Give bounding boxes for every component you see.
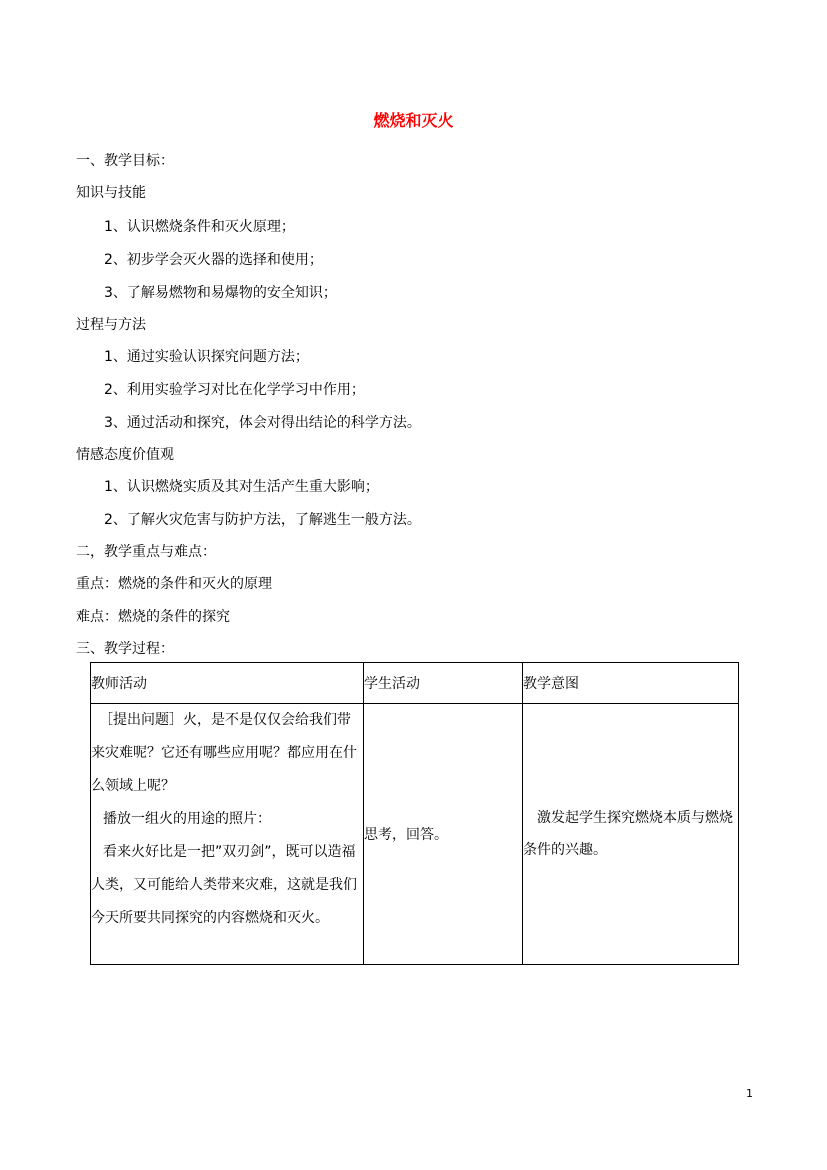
page-number: 1: [746, 1087, 753, 1100]
focus-heading: 二，教学重点与难点：: [76, 544, 216, 560]
knowledge-item: 3、了解易燃物和易爆物的安全知识；: [104, 285, 337, 301]
goals-heading: 一、教学目标：: [76, 153, 174, 169]
knowledge-item: 2、初步学会灭火器的选择和使用；: [104, 252, 323, 268]
lesson-table: [90, 662, 739, 965]
difficult-point: 难点：燃烧的条件的探究: [76, 609, 230, 625]
student-activity-cell: 思考，回答。: [364, 704, 523, 965]
knowledge-item: 1、认识燃烧条件和灭火原理；: [104, 219, 295, 235]
emotion-heading: 情感态度价值观: [76, 447, 174, 463]
table-row: [91, 704, 739, 965]
intent-cell: [523, 704, 739, 965]
teacher-activity-cell: [91, 704, 364, 965]
emotion-item: 2、了解火灾危害与防护方法，了解逃生一般方法。: [104, 512, 421, 528]
header-teacher: 教师活动: [91, 663, 364, 704]
teacher-line: ［提出问题］火，是不是仅仅会给我们带来灾难呢？它还有哪些应用呢？都应用在什么领域上呢？: [91, 712, 357, 794]
intent-text: 激发起学生探究燃烧本质与燃烧条件的兴趣。: [523, 810, 733, 858]
process-item: 2、利用实验学习对比在化学学习中作用；: [104, 382, 365, 398]
header-student: 学生活动: [364, 663, 523, 704]
teacher-line: 看来火好比是一把”双刃剑”，既可以造福人类，又可能给人类带来灾难，这就是我们今天所要共同探究的内容燃烧和灭火。: [91, 844, 357, 926]
process-item: 1、通过实验认识探究问题方法；: [104, 349, 309, 365]
process-heading: 过程与方法: [76, 317, 146, 333]
process-item: 3、通过活动和探究，体会对得出结论的科学方法。: [104, 415, 421, 431]
table-header-row: [91, 663, 739, 704]
teacher-line: 播放一组火的用途的照片：: [103, 811, 271, 827]
knowledge-heading: 知识与技能: [76, 185, 146, 201]
header-intent: 教学意图: [523, 663, 739, 704]
key-point: 重点：燃烧的条件和灭火的原理: [76, 576, 272, 592]
document-title: 燃烧和灭火: [373, 111, 454, 130]
process-section-heading: 三、教学过程：: [76, 641, 174, 657]
emotion-item: 1、认识燃烧实质及其对生活产生重大影响；: [104, 479, 379, 495]
